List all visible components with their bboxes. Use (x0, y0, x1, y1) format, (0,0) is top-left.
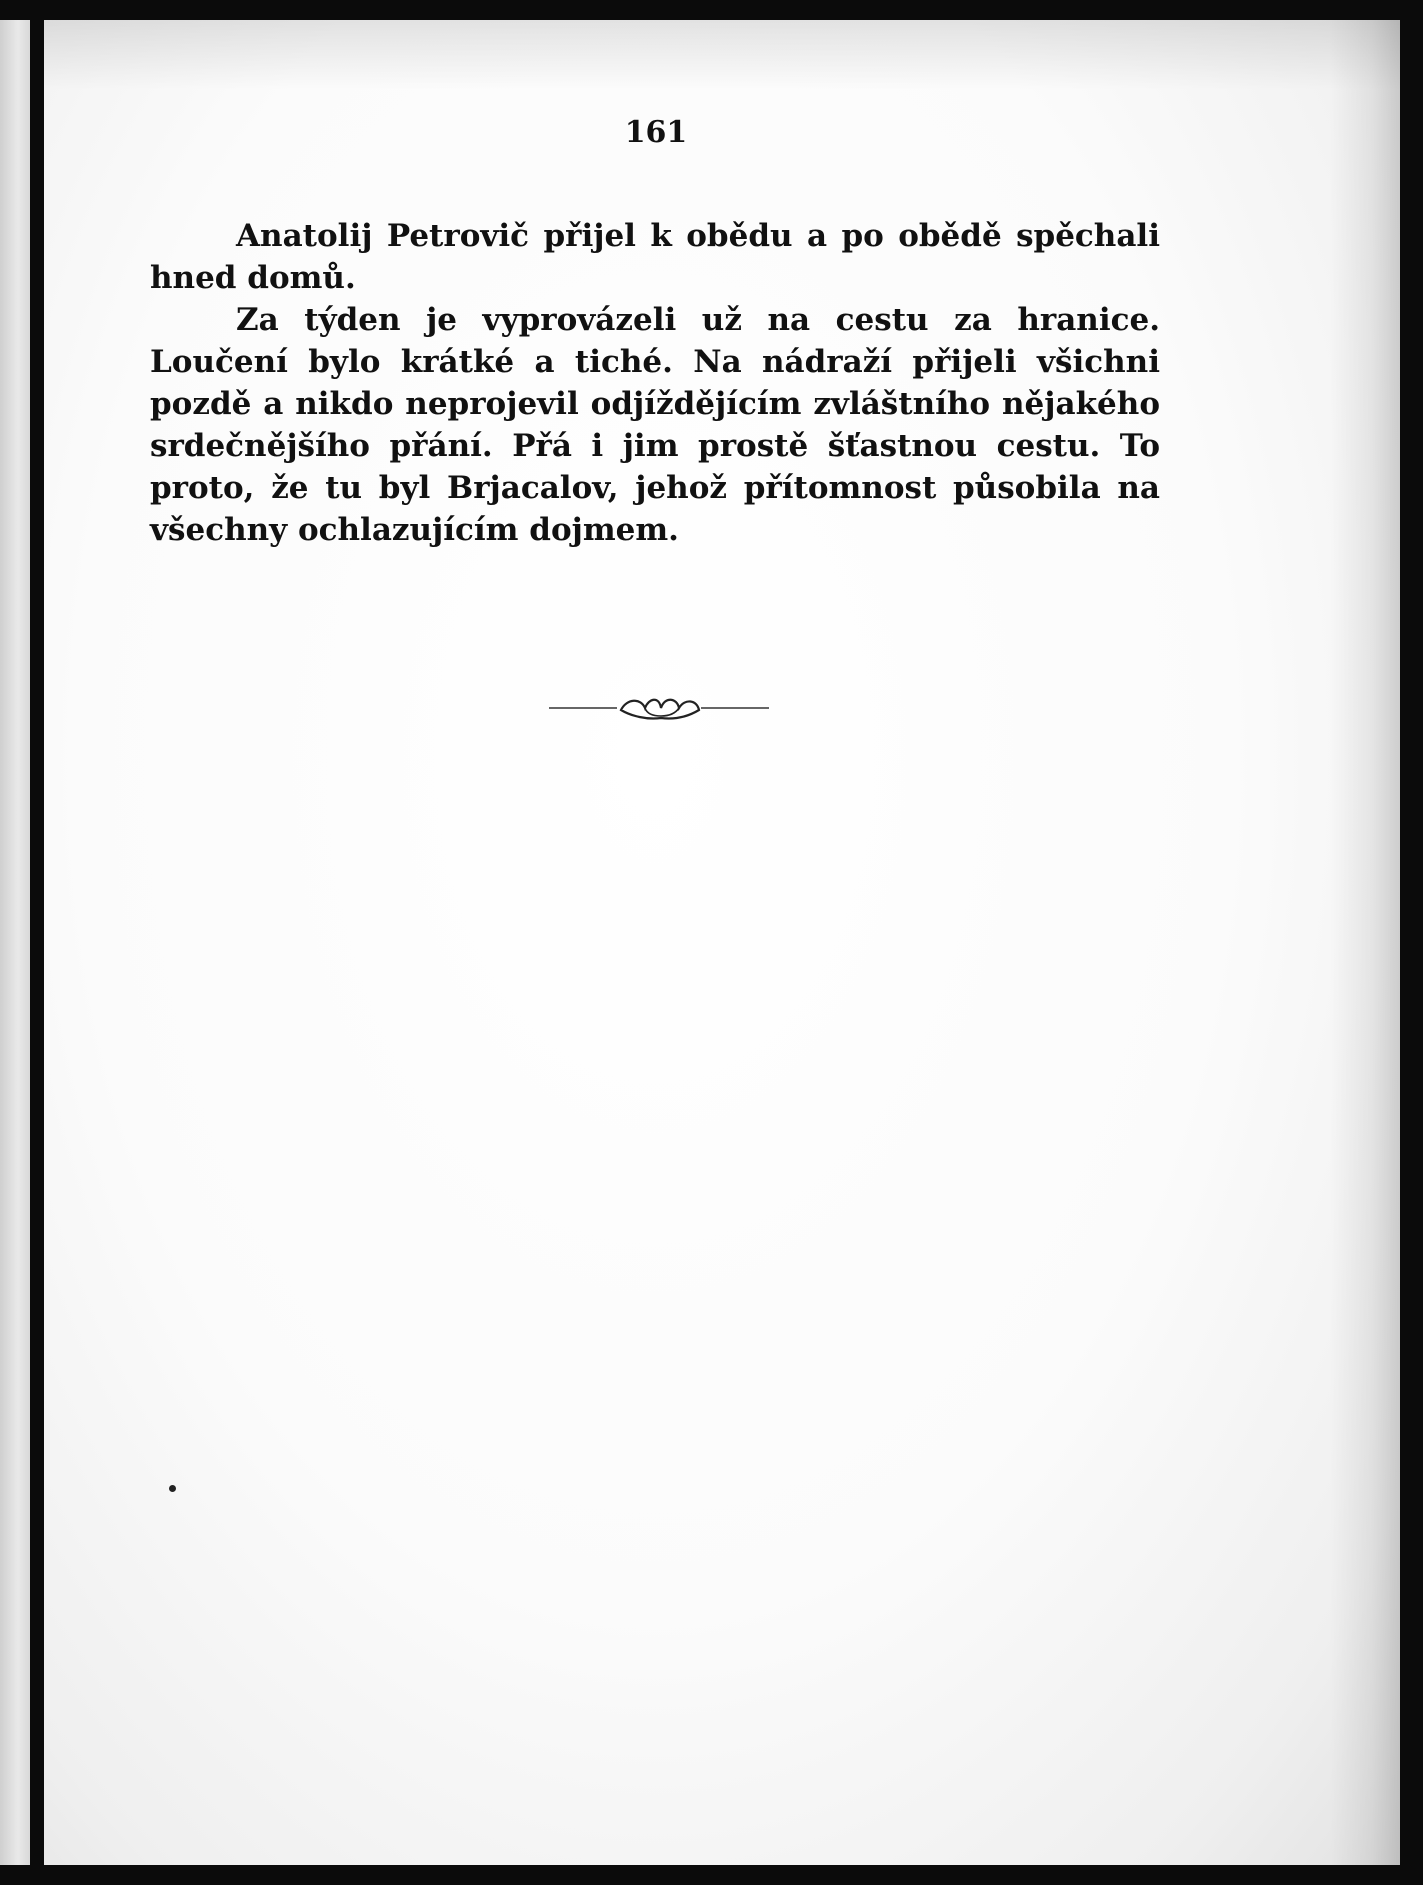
print-speck (169, 1485, 176, 1492)
page-right-shadow (1330, 20, 1400, 1865)
book-gutter (0, 20, 30, 1865)
page-top-shadow (44, 20, 1400, 90)
floral-divider-icon (549, 686, 769, 726)
body-text (150, 215, 1160, 551)
page-number: 161 (624, 115, 688, 150)
paragraph-1: Anatolij Petrovič přijel k obědu a po obědě spěchali hned domů. (150, 218, 1160, 296)
paragraph-2: Za týden je vyprovázeli už na cestu za hranice. Loučení bylo krátké a tiché. Na nádraží přijeli všichni pozdě a nikdo neprojevil odjíždějícím zvláštního nějakého srdečnějšího přání. Přá i jim prostě šťastnou cestu. To proto, že tu byl Brjacalov, jehož přítomnost působila na všechny ochlazujícím dojmem. (150, 302, 1160, 548)
book-page (44, 20, 1400, 1865)
